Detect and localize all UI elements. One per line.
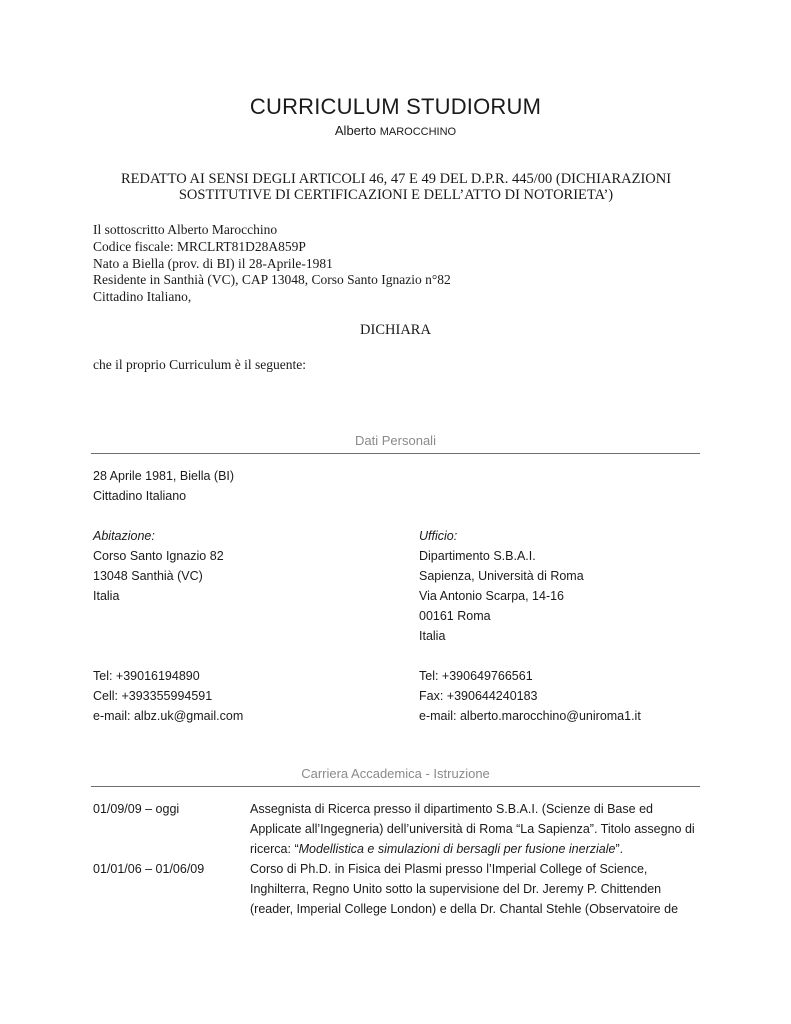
- section-divider: [91, 453, 700, 454]
- career-entry-text: Corso di Ph.D. in Fisica dei Plasmi presso l’Imperial College of Science, Inghilterra, Regno Unito sotto la supervisione del Dr. Jeremy P. Chittenden (reader, Imperial College London) e della Dr. Chantal Stehle (Observatoire de: [250, 862, 679, 916]
- residence: Residente in Santhià (VC), CAP 13048, Corso Santo Ignazio n°82: [93, 272, 451, 288]
- office-email: e-mail: alberto.marocchino@uniroma1.it: [419, 709, 641, 723]
- office-street: Via Antonio Scarpa, 14-16: [419, 589, 565, 603]
- birth-line: 28 Aprile 1981, Biella (BI): [93, 469, 235, 483]
- home-contacts: [93, 666, 243, 726]
- mobile-phone: Cell: +393355994591: [93, 689, 213, 703]
- home-address: [93, 526, 224, 606]
- section-divider: [91, 786, 700, 787]
- tax-code: Codice fiscale: MRCLRT81D28A859P: [93, 238, 306, 254]
- office-country: Italia: [419, 629, 446, 643]
- office-department: Dipartimento S.B.A.I.: [419, 549, 536, 563]
- home-country: Italia: [93, 589, 120, 603]
- career-entry-text-end: ”.: [615, 842, 624, 856]
- home-email: e-mail: albz.uk@gmail.com: [93, 709, 244, 723]
- home-label: Abitazione:: [93, 529, 155, 543]
- citizenship: Cittadino Italiano,: [93, 289, 192, 305]
- career-entry-project-title: Modellistica e simulazioni di bersagli per fusione inerziale: [298, 842, 616, 856]
- career-entry-date: 01/09/09 – oggi: [93, 802, 180, 816]
- section-title-personal: Dati Personali: [355, 433, 436, 448]
- author-name: [0, 123, 791, 138]
- citizenship-line: Cittadino Italiano: [93, 489, 187, 503]
- author-last-name: MAROCCHINO: [379, 126, 457, 138]
- office-contacts: [419, 666, 641, 726]
- author-first-name: Alberto: [334, 123, 377, 138]
- declarant-details: [93, 222, 451, 306]
- career-entry-date: 01/01/06 – 01/06/09: [93, 862, 205, 876]
- birth-info: Nato a Biella (prov. di BI) il 28-Aprile-1981: [93, 255, 333, 271]
- office-address: [419, 526, 584, 646]
- office-label: Ufficio:: [419, 529, 458, 543]
- personal-summary: [93, 466, 234, 506]
- home-city: 13048 Santhià (VC): [93, 569, 203, 583]
- declare-heading: DICHIARA: [360, 322, 431, 338]
- home-street: Corso Santo Ignazio 82: [93, 549, 224, 563]
- legal-heading: REDATTO AI SENSI DEGLI ARTICOLI 46, 47 E 49 DEL D.P.R. 445/00 (DICHIARAZIONI SOSTITUTIVE DI CERTIFICAZIONI E DELL’ATTO DI NOTORIETA’): [120, 171, 672, 203]
- page-title: CURRICULUM STUDIORUM: [249, 94, 542, 119]
- office-city: 00161 Roma: [419, 609, 491, 623]
- office-fax: Fax: +390644240183: [419, 689, 538, 703]
- section-title-career: Carriera Accademica - Istruzione: [301, 766, 490, 781]
- career-entry-description: [250, 859, 702, 919]
- career-entry-text: Assegnista di Ricerca presso il dipartimento S.B.A.I. (Scienze di Base ed Applicate all’Ingegneria) dell’università di Roma “La Sapienza”. Titolo assegno di ricerca: “: [250, 802, 695, 856]
- office-university: Sapienza, Università di Roma: [419, 569, 584, 583]
- declarant-name: Il sottoscritto Alberto Marocchino: [93, 222, 278, 237]
- office-phone: Tel: +390649766561: [419, 669, 533, 683]
- declare-statement: che il proprio Curriculum è il seguente:: [93, 357, 306, 372]
- career-entry-description: [250, 799, 702, 859]
- home-phone: Tel: +39016194890: [93, 669, 200, 683]
